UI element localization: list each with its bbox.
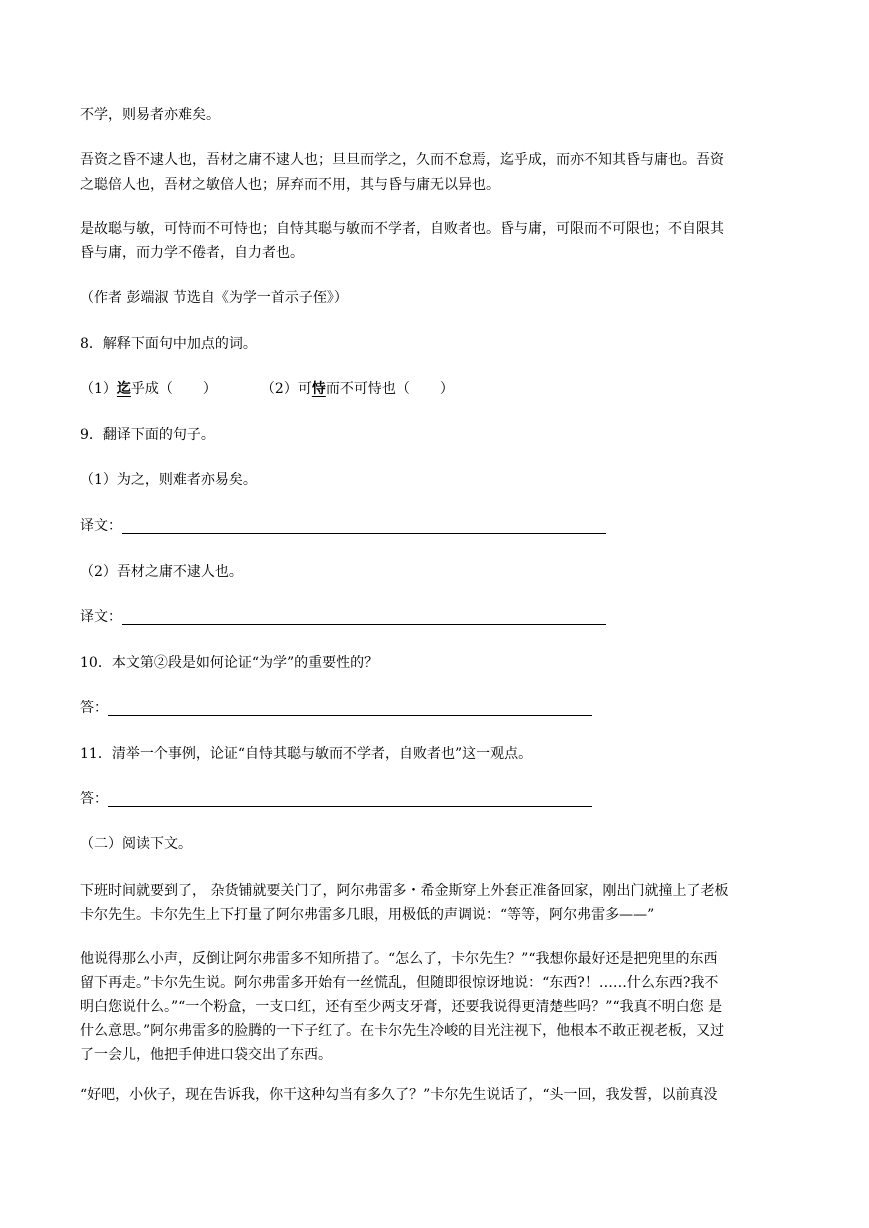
q8-item1-prefix: （1） [80,381,117,397]
q8-item2-prefix: （2）可 [260,381,312,397]
q10-answer [80,697,592,720]
q11-answer [80,788,592,811]
story-paragraph-2-line-5: 了一会儿，他把手伸进口袋交出了东西。 [80,1047,332,1063]
q9-answer-2 [80,606,606,629]
q8-item1-word: 迄 [116,381,131,397]
q8-item1-text: 乎成（ [130,381,173,397]
story-paragraph-1-line-2: 卡尔先生。卡尔先生上下打量了阿尔弗雷多几眼，用极低的声调说：“等等，阿尔弗雷多——” [80,907,655,923]
question-9-sentence-1: （1）为之，则难者亦易矣。 [80,472,257,488]
question-10-title: 10．本文第②段是如何论证“为学”的重要性的？ [80,655,379,671]
q11-answer-label: 答： [80,791,108,807]
story-paragraph-2-line-2: 留下再走。”卡尔先生说。阿尔弗雷多开始有一丝慌乱，但随即很惊讶地说：“东西?！……什么东西?我不 [80,975,719,991]
question-8-title: 8．解释下面句中加点的词。 [80,336,257,352]
paragraph-2-line-1: 吾资之昏不逮人也，吾材之庸不逮人也；旦旦而学之，久而不怠焉，迄乎成，而亦不知其昏与庸也。吾资 [80,152,724,168]
q11-answer-line[interactable] [108,792,592,807]
paragraph-1: 不学，则易者亦难矣。 [80,107,220,123]
q8-item2-text: 而不可恃也（ [325,381,410,397]
question-9-sentence-2: （2）吾材之庸不逮人也。 [80,564,243,580]
story-paragraph-1-line-1: 下班时间就要到了， 杂货铺就要关门了，阿尔弗雷多・希金斯穿上外套正准备回家，刚出门就撞上了老板 [80,883,729,899]
q9-answer-1-line[interactable] [122,519,606,534]
q9-answer-1-label: 译文： [80,518,122,534]
question-11-title: 11．清举一个事例，论证“自恃其聪与敏而不学者，自败者也”这一观点。 [80,746,533,762]
source-line: （作者 彭端淑 节选自《为学一首示子侄》） [80,290,348,306]
q10-answer-line[interactable] [108,701,592,716]
q8-item1-close: ） [202,381,217,397]
paragraph-2-line-2: 之聪倍人也，吾材之敏倍人也；屏弃而不用，其与昏与庸无以异也。 [80,177,500,193]
q8-item2-word: 恃 [311,381,326,397]
q9-answer-2-label: 译文： [80,609,122,625]
story-paragraph-2-line-3: 明白您说什么。”“一个粉盒，一支口红，还有至少两支牙膏，还要我说得更清楚些吗？”“我真不明白您 是 [80,999,723,1015]
story-paragraph-2-line-4: 什么意思。”阿尔弗雷多的脸腾的一下子红了。在卡尔先生冷峻的目光注视下，他根本不敢正视老板，又过 [80,1023,725,1039]
paragraph-3-line-1: 是故聪与敏，可恃而不可恃也；自恃其聪与敏而不学者，自败者也。昏与庸，可限而不可限也；不自限其 [80,221,724,237]
paragraph-3-line-2: 昏与庸，而力学不倦者，自力者也。 [80,245,304,261]
q9-answer-2-line[interactable] [122,610,606,625]
story-paragraph-3-line-1: “好吧，小伙子，现在告诉我，你干这种勾当有多久了？”卡尔先生说话了，“头一回，我发誓，以前真没 [80,1087,718,1103]
q8-item2-close: ） [439,381,454,397]
section-2-heading: （二）阅读下文。 [80,836,192,852]
q9-answer-1 [80,515,606,538]
question-8-items [80,378,454,401]
question-9-title: 9．翻译下面的句子。 [80,427,215,443]
story-paragraph-2-line-1: 他说得那么小声，反倒让阿尔弗雷多不知所措了。“怎么了，卡尔先生？”“我想你最好还是把兜里的东西 [80,951,718,967]
q10-answer-label: 答： [80,700,108,716]
